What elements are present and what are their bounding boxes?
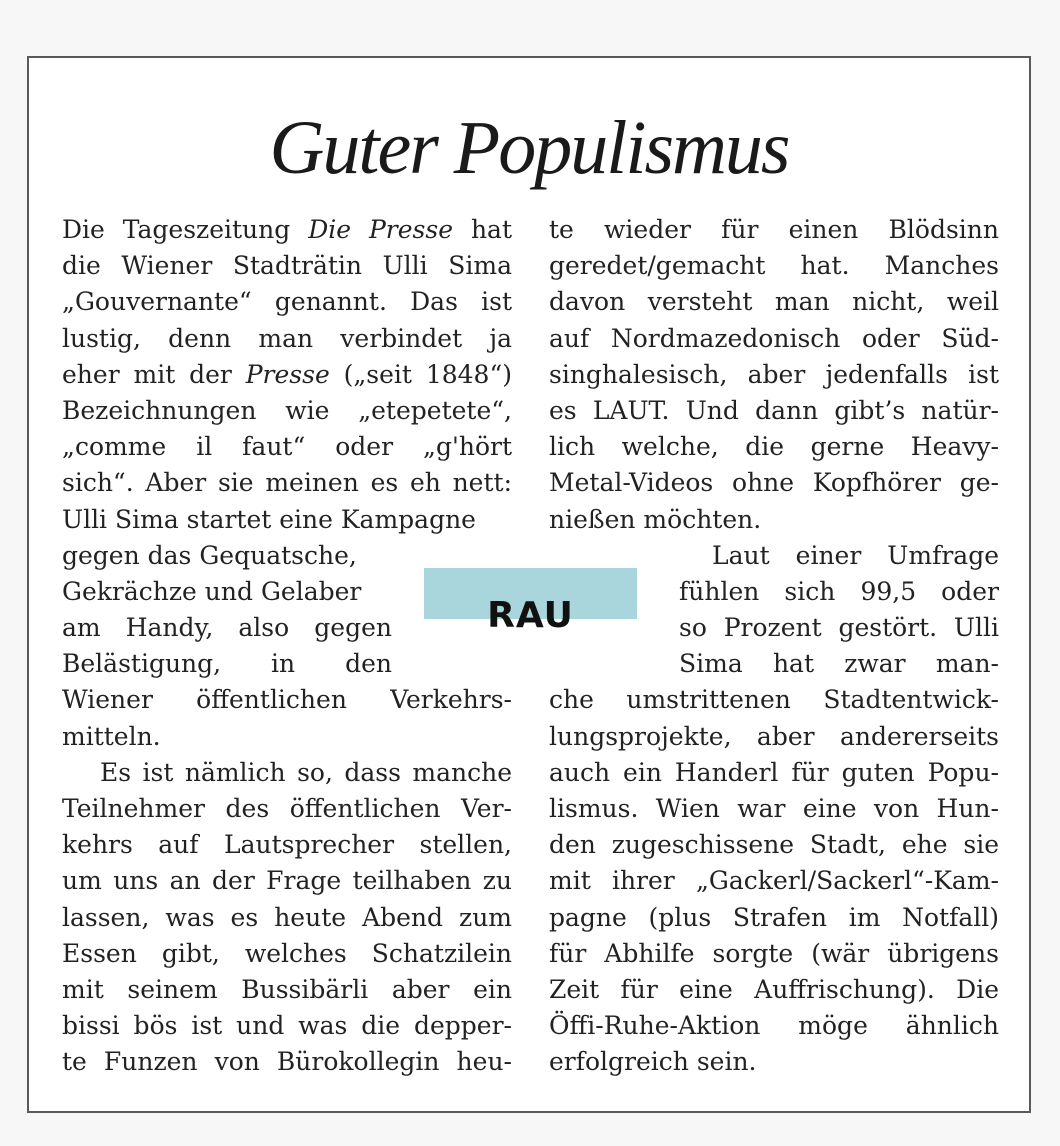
left-column-line: mit seinem Bussibärli aber ein xyxy=(62,974,512,1004)
right-column-line: so Prozent gestört. Ulli xyxy=(679,613,999,643)
text-run: eher mit der xyxy=(62,359,246,389)
left-column-line: um uns an der Frage teilhaben zu xyxy=(62,866,512,896)
left-column-line: die Wiener Stadträtin Ulli Sima xyxy=(62,251,512,281)
right-column-line: davon versteht man nicht, weil xyxy=(549,287,999,317)
right-column-line: te wieder für einen Blödsinn xyxy=(549,215,999,244)
left-column-line xyxy=(62,357,512,393)
right-column-line: den zugeschissene Stadt, ehe sie xyxy=(549,830,999,860)
left-column-line: Es ist nämlich so, dass manche xyxy=(100,757,512,787)
right-column-line: Öffi-Ruhe-Aktion möge ähnlich xyxy=(549,1011,999,1041)
left-column-line: Teilnehmer des öffentlichen Ver- xyxy=(62,794,512,823)
right-column-line: Sima hat zwar man- xyxy=(679,649,999,679)
left-column-line xyxy=(62,212,512,248)
right-column-line: für Abhilfe sorgte (wär übrigens xyxy=(549,938,999,968)
right-column-line: Laut einer Umfrage xyxy=(712,540,999,570)
left-column-line: Bezeichnungen wie „etepetete“, xyxy=(62,395,512,425)
right-column-line: mit ihrer „Gackerl/Sackerl“-Kam- xyxy=(549,866,999,896)
right-column xyxy=(549,212,999,1081)
left-column-line: Essen gibt, welches Schatzilein xyxy=(62,938,512,968)
left-column-line: am Handy, also gegen xyxy=(62,613,392,643)
left-column-line: lustig, denn man verbindet ja xyxy=(62,323,512,353)
text-run: („seit 1848“) xyxy=(329,359,512,389)
left-column-line: bissi bös ist und was die depper- xyxy=(62,1011,512,1041)
right-column-line: Zeit für eine Auffrischung). Die xyxy=(549,974,999,1004)
text-run: Presse xyxy=(245,359,330,389)
left-column-line: Wiener öffentlichen Verkehrs- xyxy=(62,685,512,715)
left-column-line: gegen das Gequatsche, xyxy=(62,540,357,570)
right-column-line: auch ein Handerl für guten Popu- xyxy=(549,757,999,787)
left-column-line: Gekrächze und Gelaber xyxy=(62,576,362,606)
right-column-line: fühlen sich 99,5 oder xyxy=(679,576,999,606)
text-run: Die Tageszeitung xyxy=(62,215,309,244)
rau-label: RAU xyxy=(487,595,574,636)
right-column-line: Metal-Videos ohne Kopfhörer ge- xyxy=(549,468,999,498)
right-column-line: pagne (plus Strafen im Notfall) xyxy=(549,902,999,932)
article-title: Guter Populismus xyxy=(269,106,789,190)
right-column-line: che umstrittenen Stadtentwick- xyxy=(549,685,999,715)
left-column-line: te Funzen von Bürokollegin heu- xyxy=(62,1047,512,1077)
right-column-line: lismus. Wien war eine von Hun- xyxy=(549,794,999,823)
right-column-line: nießen möchten. xyxy=(549,504,762,534)
right-column-line: lich welche, die gerne Heavy- xyxy=(549,432,999,462)
left-column-line: kehrs auf Lautsprecher stellen, xyxy=(62,830,512,860)
left-column-line: sich“. Aber sie meinen es eh nett: xyxy=(62,468,512,498)
right-column-line: erfolgreich sein. xyxy=(549,1047,757,1077)
left-column xyxy=(62,212,512,1081)
left-column-line: „Gouvernante“ genannt. Das ist xyxy=(62,287,512,317)
right-column-line: es LAUT. Und dann gibt’s natür- xyxy=(549,395,999,425)
left-column-line: Belästigung, in den xyxy=(62,649,392,679)
right-column-line: auf Nordmazedonisch oder Süd- xyxy=(549,323,999,353)
right-column-line: singhalesisch, aber jedenfalls ist xyxy=(549,359,999,389)
left-column-line: „comme il faut“ oder „g'hört xyxy=(62,432,512,462)
right-column-line: geredet/gemacht hat. Manches xyxy=(549,251,999,281)
article-box xyxy=(27,56,1031,1113)
left-column-line: Ulli Sima startet eine Kampagne xyxy=(62,504,476,534)
left-column-line: mitteln. xyxy=(62,721,161,751)
right-column-line: lungsprojekte, aber andererseits xyxy=(549,721,999,751)
text-run: hat xyxy=(453,215,512,244)
left-column-line: lassen, was es heute Abend zum xyxy=(62,902,512,932)
text-run: Die Presse xyxy=(308,215,453,244)
